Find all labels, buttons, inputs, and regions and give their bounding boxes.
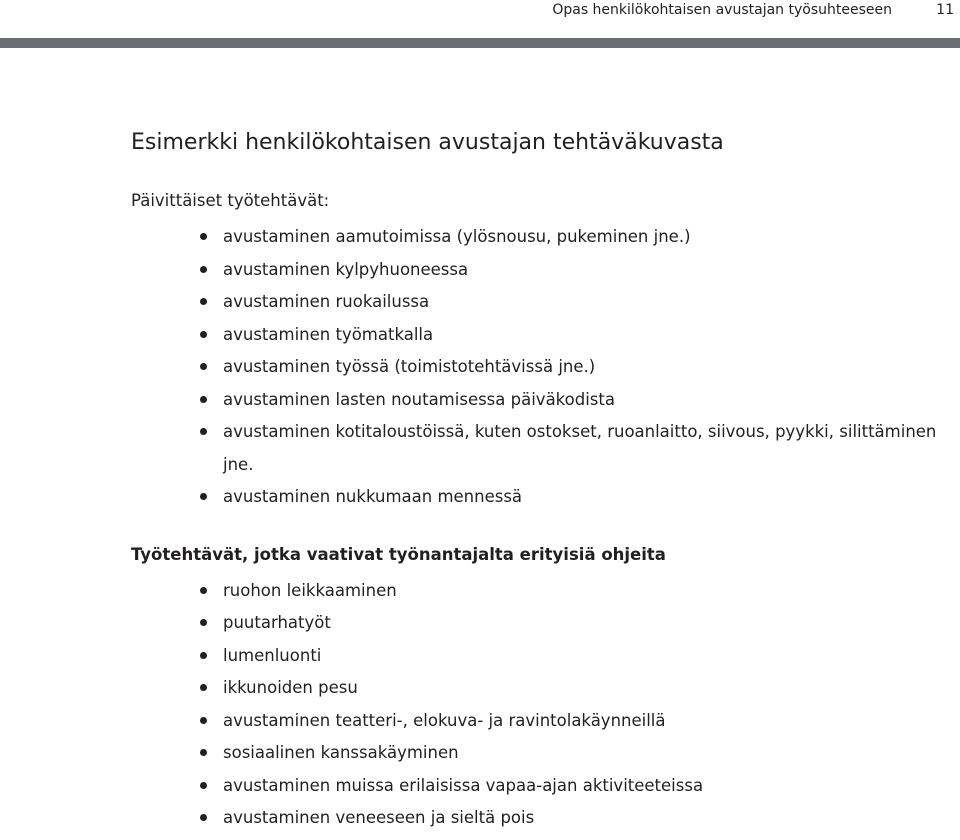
bullet-icon [200, 749, 207, 756]
list-item-text: avustaminen muissa erilaisissa vapaa-ajan aktiviteeteissa [223, 775, 704, 795]
list-item [131, 416, 951, 481]
list-item-text: avustaminen kylpyhuoneessa [223, 259, 469, 279]
bullet-icon [200, 619, 207, 626]
bullet-icon [200, 782, 207, 789]
list-item [131, 575, 951, 608]
list-item-text: avustaminen aamutoimissa (ylösnousu, pukeminen jne.) [223, 227, 691, 246]
running-header [0, 0, 960, 40]
list-item [131, 770, 951, 803]
list-item [131, 672, 951, 705]
bullet-icon [200, 684, 207, 691]
list-item [131, 351, 951, 384]
bullet-icon [200, 298, 207, 305]
bullet-icon [200, 233, 207, 240]
bullet-icon [200, 652, 207, 659]
list-item-text: avustaminen ruokailussa [223, 292, 430, 311]
bullet-icon [200, 493, 207, 500]
list-item [131, 319, 951, 352]
list-item-text: avustaminen kotitaloustöissä, kuten ostokset, ruoanlaitto, siivous, pyykki, silittäminen jne. [223, 422, 937, 474]
list-item [131, 221, 951, 254]
special-tasks-list [131, 575, 951, 835]
bullet-icon [200, 814, 207, 821]
list-item-text: lumenluonti [223, 645, 322, 665]
list-item-text: avustaminen työssä (toimistotehtävissä jne.) [223, 357, 596, 376]
daily-tasks-heading: Päivittäiset työtehtävät: [131, 191, 330, 210]
list-item [131, 737, 951, 770]
list-item [131, 607, 951, 640]
list-item-text: avustaminen työmatkalla [223, 324, 434, 344]
list-item-text: avustaminen teatteri-, elokuva- ja ravintolakäynneillä [223, 710, 666, 730]
list-item-text: avustaminen veneeseen ja sieltä pois [223, 808, 535, 827]
list-item [131, 384, 951, 417]
list-item [131, 481, 951, 514]
bullet-icon [200, 587, 207, 594]
list-item-text: ikkunoiden pesu [223, 678, 358, 697]
list-item-text: avustaminen nukkumaan mennessä [223, 487, 523, 506]
page-content [131, 128, 951, 835]
list-item [131, 640, 951, 673]
list-item [131, 286, 951, 319]
bullet-icon [200, 331, 207, 338]
running-title: Opas henkilökohtaisen avustajan työsuhteeseen [552, 2, 892, 18]
page-number: 11 [936, 2, 954, 18]
list-item [131, 705, 951, 738]
bullet-icon [200, 363, 207, 370]
page-title: Esimerkki henkilökohtaisen avustajan tehtäväkuvasta [131, 130, 724, 155]
list-item [131, 802, 951, 835]
bullet-icon [200, 717, 207, 724]
bullet-icon [200, 266, 207, 273]
list-item-text: avustaminen lasten noutamisessa päiväkodista [223, 389, 615, 409]
daily-tasks-list [131, 221, 951, 514]
bullet-icon [200, 396, 207, 403]
list-item-text: sosiaalinen kanssakäyminen [223, 743, 459, 762]
header-rule [0, 38, 960, 48]
list-item-text: puutarhatyöt [223, 613, 331, 632]
bullet-icon [200, 428, 207, 435]
special-tasks-heading: Työtehtävät, jotka vaativat työnantajalta erityisiä ohjeita [131, 544, 666, 564]
list-item-text: ruohon leikkaaminen [223, 580, 397, 600]
list-item [131, 254, 951, 287]
